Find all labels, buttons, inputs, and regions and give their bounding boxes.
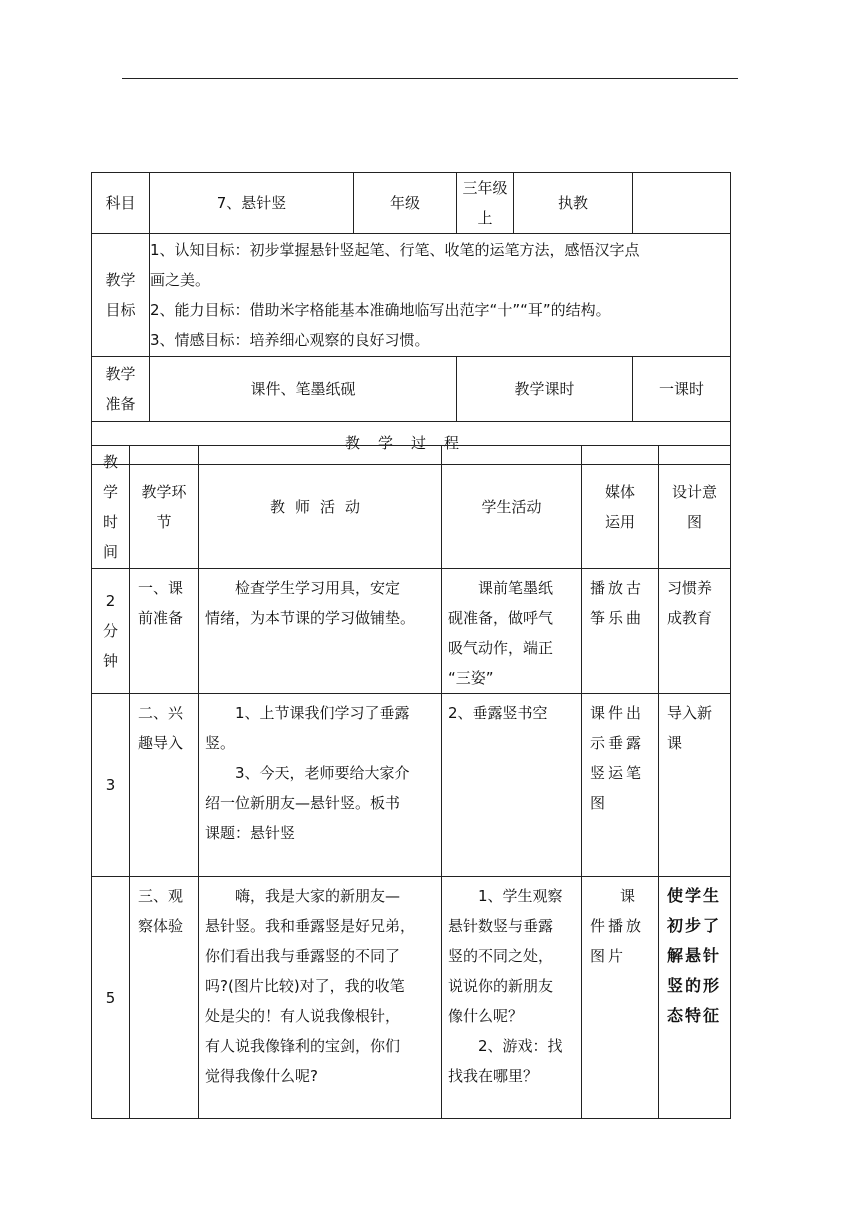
row2-intent-1: 导入新 <box>667 704 713 722</box>
row2-media <box>582 694 659 877</box>
row3-teacher-1: 嗨，我是大家的新朋友— <box>235 887 401 905</box>
row2-teacher <box>199 694 442 877</box>
subject-row <box>92 173 731 234</box>
row3-teacher-6: 有人说我像锋利的宝剑，你们 <box>205 1037 401 1055</box>
row1-student-4: “三姿” <box>448 669 494 687</box>
table-row <box>92 877 731 1119</box>
row1-time-2: 分 <box>102 622 118 640</box>
goals-label-line1: 教学 <box>105 271 136 289</box>
row1-teacher-2: 情绪，为本节课的学习做铺垫。 <box>205 609 416 627</box>
row3-student-6: 2、游戏：找 <box>478 1037 563 1055</box>
row1-time-1: 2 <box>105 592 116 610</box>
row3-media-3: 图片 <box>590 947 627 965</box>
col-stage-2: 节 <box>156 513 172 531</box>
teacher-label: 执教 <box>514 173 633 234</box>
row3-student-2: 悬针数竖与垂露 <box>448 917 554 935</box>
col-teacher: 教师活动 <box>199 446 442 569</box>
col-student: 学生活动 <box>442 446 582 569</box>
row1-student-3: 吸气动作，端正 <box>448 639 554 657</box>
row2-media-4: 图 <box>590 794 609 812</box>
col-intent-1: 设计意 <box>671 483 717 501</box>
process-header-row <box>92 446 731 569</box>
goals-label-line2: 目标 <box>105 301 136 319</box>
subject-label: 科目 <box>92 173 150 234</box>
row1-intent-1: 习惯养 <box>667 579 713 597</box>
col-time <box>92 446 130 569</box>
row1-intent <box>659 569 731 694</box>
row1-intent-2: 成教育 <box>667 609 713 627</box>
row3-student-3: 竖的不同之处， <box>448 947 554 965</box>
col-intent-2: 图 <box>686 513 702 531</box>
prep-label-line1: 教学 <box>105 365 136 383</box>
row3-student-1: 1、学生观察 <box>478 887 563 905</box>
goal-item-1a: 1、认知目标：初步掌握悬针竖起笔、行笔、收笔的运笔方法，感悟汉字点 <box>150 241 640 259</box>
row3-teacher <box>199 877 442 1119</box>
row1-media-1: 播放古 <box>590 579 645 597</box>
teacher-value <box>633 173 731 234</box>
row3-stage-2: 察体验 <box>138 917 184 935</box>
row2-intent <box>659 694 731 877</box>
col-media-2: 运用 <box>604 513 635 531</box>
row1-time <box>92 569 130 694</box>
row3-media-2: 件播放 <box>590 917 645 935</box>
row3-stage-1: 三、观 <box>138 887 184 905</box>
row1-media <box>582 569 659 694</box>
row3-time: 5 <box>92 877 130 1119</box>
row3-teacher-5: 处是尖的！有人说我像根针， <box>205 1007 401 1025</box>
row3-intent-2: 初步了 <box>667 916 722 935</box>
hours-value: 一课时 <box>633 357 731 422</box>
col-media-1: 媒体 <box>604 483 635 501</box>
row2-teacher-1: 1、上节课我们学习了垂露 <box>235 704 410 722</box>
grade-value: 三年级上 <box>457 173 514 234</box>
table-row <box>92 694 731 877</box>
row3-student <box>442 877 582 1119</box>
row1-stage <box>130 569 199 694</box>
prep-label <box>92 357 150 422</box>
col-time-1: 教 <box>102 453 118 471</box>
row2-intent-2: 课 <box>667 734 683 752</box>
row2-stage-2: 趣导入 <box>138 734 184 752</box>
row1-time-3: 钟 <box>102 652 118 670</box>
col-time-3: 时 <box>102 513 118 531</box>
row3-media <box>582 877 659 1119</box>
row1-stage-1: 一、课 <box>138 579 184 597</box>
row1-media-2: 筝乐曲 <box>590 609 645 627</box>
row2-media-2: 示垂露 <box>590 734 645 752</box>
row2-teacher-2: 竖。 <box>205 734 236 752</box>
row3-student-7: 找我在哪里？ <box>448 1067 539 1085</box>
row2-media-1: 课件出 <box>590 704 645 722</box>
row3-teacher-4: 吗?(图片比较)对了，我的收笔 <box>205 977 405 995</box>
row3-media-1: 课 <box>620 887 639 905</box>
col-intent <box>659 446 731 569</box>
hours-label: 教学课时 <box>457 357 633 422</box>
col-stage <box>130 446 199 569</box>
row3-student-4: 说说你的新朋友 <box>448 977 554 995</box>
row1-student-2: 砚准备，做呼气 <box>448 609 554 627</box>
row3-intent-5: 态特征 <box>667 1006 722 1025</box>
row3-student-5: 像什么呢？ <box>448 1007 524 1025</box>
row2-teacher-4: 绍一位新朋友—悬针竖。板书 <box>205 794 401 812</box>
table-row <box>92 569 731 694</box>
goals-content <box>150 234 731 357</box>
col-time-4: 间 <box>102 543 118 561</box>
prep-row <box>92 357 731 422</box>
row2-student-1: 2、垂露竖书空 <box>448 704 548 722</box>
row2-teacher-3: 3、今天，老师要给大家介 <box>235 764 410 782</box>
lesson-info-table <box>91 172 731 465</box>
process-title: 教学过程 <box>92 422 731 465</box>
process-table <box>91 445 731 1119</box>
row2-media-3: 竖运笔 <box>590 764 645 782</box>
header-rule <box>122 78 738 79</box>
prep-value: 课件、笔墨纸砚 <box>150 357 457 422</box>
prep-label-line2: 准备 <box>105 395 136 413</box>
row3-intent-3: 解悬针 <box>667 946 722 965</box>
row1-student-1: 课前笔墨纸 <box>478 579 554 597</box>
goal-item-1b: 画之美。 <box>150 271 211 289</box>
row1-student <box>442 569 582 694</box>
col-time-2: 学 <box>102 483 118 501</box>
row3-intent-1: 使学生 <box>667 886 722 905</box>
row3-teacher-2: 悬针竖。我和垂露竖是好兄弟， <box>205 917 416 935</box>
goals-row <box>92 234 731 357</box>
row2-stage <box>130 694 199 877</box>
row3-intent <box>659 877 731 1119</box>
grade-label: 年级 <box>354 173 457 234</box>
col-media <box>582 446 659 569</box>
row2-time: 3 <box>92 694 130 877</box>
row3-intent-4: 竖的形 <box>667 976 722 995</box>
row1-teacher-1: 检查学生学习用具，安定 <box>235 579 401 597</box>
row3-teacher-3: 你们看出我与垂露竖的不同了 <box>205 947 401 965</box>
subject-value: 7、悬针竖 <box>150 173 354 234</box>
row2-student <box>442 694 582 877</box>
goals-label <box>92 234 150 357</box>
row3-teacher-7: 觉得我像什么呢? <box>205 1067 318 1085</box>
goal-item-2: 2、能力目标：借助米字格能基本准确地临写出范字“十”“耳”的结构。 <box>150 301 611 319</box>
row2-teacher-5: 课题：悬针竖 <box>205 824 296 842</box>
row3-stage <box>130 877 199 1119</box>
goal-item-3: 3、情感目标：培养细心观察的良好习惯。 <box>150 331 430 349</box>
col-stage-1: 教学环 <box>141 483 187 501</box>
row2-stage-1: 二、兴 <box>138 704 184 722</box>
row1-teacher <box>199 569 442 694</box>
row1-stage-2: 前准备 <box>138 609 184 627</box>
